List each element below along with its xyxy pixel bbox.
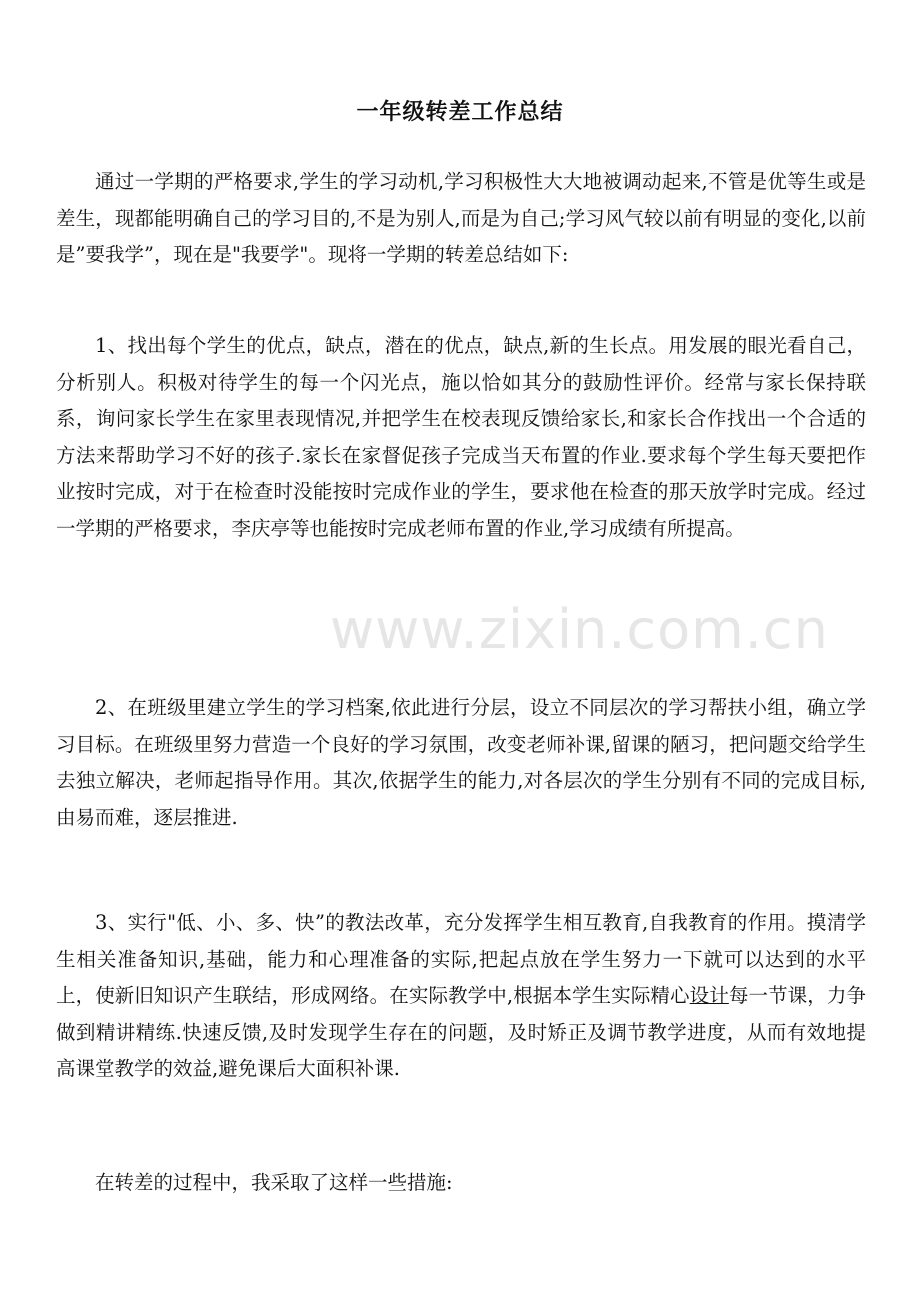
point-3-text-before: 3、实行"低、小、多、快”的教法改革，充分发挥学生相互教育,自我教育的作用。摸清学生相关准备知识,基础，能力和心理准备的实际,把起点放在学生努力一下就可以达到的水平上，使新旧知识产生联结，形成网络。在实际教学中,根据本学生实际精心 [56, 911, 866, 1007]
measures-intro-paragraph: 在转差的过程中，我采取了这样一些措施: [95, 1171, 453, 1194]
point-3-paragraph [56, 905, 866, 1088]
underlined-link-design[interactable]: 设计 [689, 984, 729, 1007]
point-3-text-after: 每一节课，力争做到精讲精练.快速反馈,及时发现学生存在的问题，及时矫正及调节教学进度，从而有效地提高课堂教学的效益,避免课后大面积补课. [56, 984, 866, 1080]
watermark: www.zixin.com.cn [330, 598, 829, 661]
document-title: 一年级转差工作总结 [356, 99, 564, 125]
point-2-paragraph: 2、在班级里建立学生的学习档案,依此进行分层，设立不同层次的学习帮扶小组，确立学习目标。在班级里努力营造一个良好的学习氛围，改变老师补课,留课的陋习，把问题交给学生去独立解决，老师起指导作用。其次,依据学生的能力,对各层次的学生分别有不同的完成目标,由易而难，逐层推进. [56, 696, 866, 829]
point-1-paragraph: 1、找出每个学生的优点，缺点，潜在的优点，缺点,新的生长点。用发展的眼光看自己，分析别人。积极对待学生的每一个闪光点，施以恰如其分的鼓励性评价。经常与家长保持联系，询问家长学生在家里表现情况,并把学生在校表现反馈给家长,和家长合作找出一个合适的方法来帮助学习不好的孩子.家长在家督促孩子完成当天布置的作业.要求每个学生每天要把作业按时完成，对于在检查时没能按时完成作业的学生，要求他在检查的那天放学时完成。经过一学期的严格要求，李庆亭等也能按时完成老师布置的作业,学习成绩有所提高。 [56, 334, 866, 540]
intro-paragraph: 通过一学期的严格要求,学生的学习动机,学习积极性大大地被调动起来,不管是优等生或是差生，现都能明确自己的学习目的,不是为别人,而是为自己;学习风气较以前有明显的变化,以前是”要我学”，现在是"我要学"。现将一学期的转差总结如下: [56, 170, 866, 266]
